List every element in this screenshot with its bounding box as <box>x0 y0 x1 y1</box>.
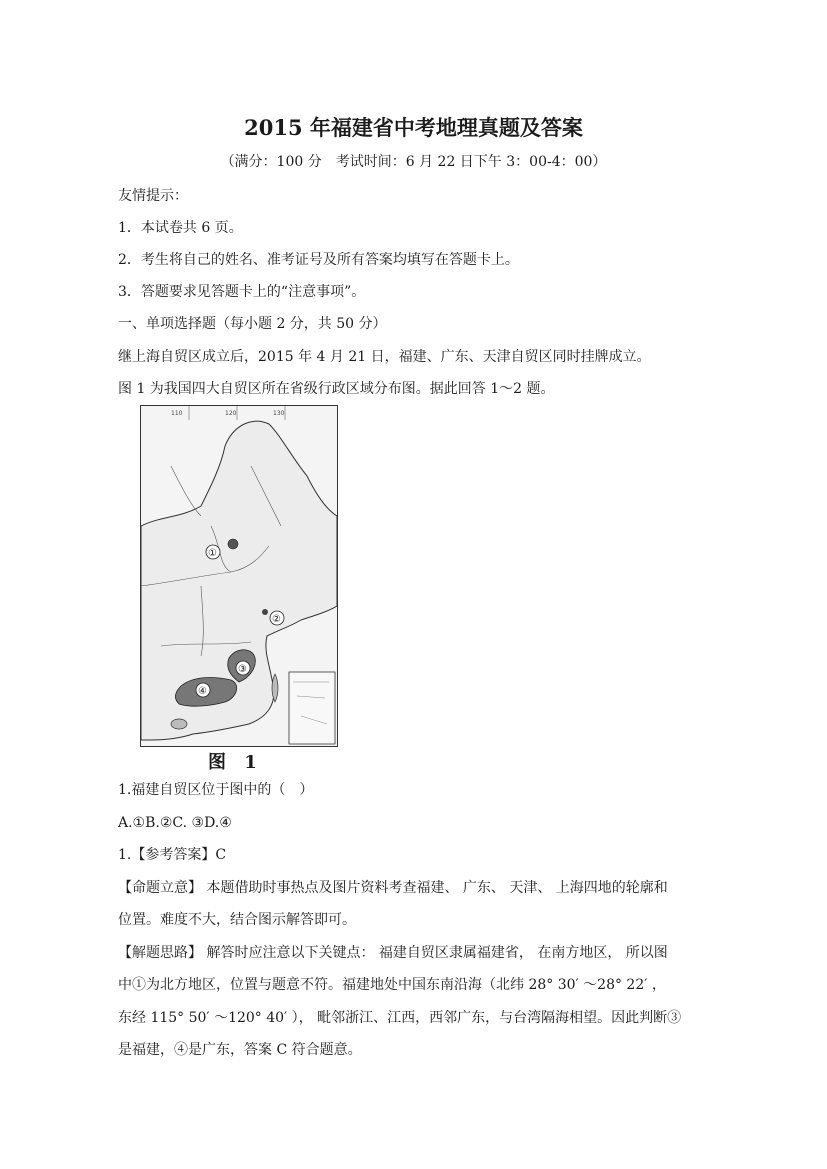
intro-paragraph: 继上海自贸区成立后，2015 年 4 月 21 日，福建、广东、天津自贸区同时挂牌成立。 <box>118 349 651 365</box>
china-map-figure <box>140 405 338 747</box>
reference-answer: 1.【参考答案】C <box>118 847 227 863</box>
analysis-line: 中①为北方地区，位置与题意不符。福建地处中国东南沿海（北纬 28° 30′ ～28° 22′ ， <box>118 977 666 993</box>
tips-heading: 友情提示： <box>118 188 188 204</box>
analysis-line: 是福建，④是广东，答案 C 符合题意。 <box>118 1042 362 1058</box>
document-title: 2015 年福建省中考地理真题及答案 <box>244 115 583 140</box>
map-label-3: ③ <box>238 664 247 675</box>
figure-caption: 图 1 <box>208 752 263 773</box>
question-stem: 1.福建自贸区位于图中的（ ） <box>118 782 314 798</box>
tip-item: 3．答题要求见答题卡上的“注意事项”。 <box>118 284 366 300</box>
intent-line: 位置。难度不大，结合图示解答即可。 <box>118 912 356 928</box>
map-label-4: ④ <box>198 686 207 697</box>
analysis-line: 东经 115° 50′ ～120° 40′ ）， 毗邻浙江、江西，西邻广东，与台湾隔海相望。因此判断③ <box>118 1010 682 1026</box>
longitude-label: 130 <box>273 410 285 417</box>
section-heading: 一、单项选择题（每小题 2 分，共 50 分） <box>118 316 387 332</box>
tip-item: 1．本试卷共 6 页。 <box>118 220 243 236</box>
exam-info: （满分：100 分 考试时间：6 月 22 日下午 3：00-4：00） <box>220 154 607 170</box>
longitude-label: 110 <box>171 410 183 417</box>
longitude-label: 120 <box>225 410 237 417</box>
question-options: A.①B.②C. ③D.④ <box>118 815 232 831</box>
map-label-1: ① <box>208 548 217 559</box>
intro-paragraph: 图 1 为我国四大自贸区所在省级行政区域分布图。据此回答 1～2 题。 <box>118 381 555 397</box>
analysis-line: 【解题思路】 解答时应注意以下关键点： 福建自贸区隶属福建省， 在南方地区， 所以图 <box>118 945 668 961</box>
tip-item: 2．考生将自己的姓名、准考证号及所有答案均填写在答题卡上。 <box>118 252 519 268</box>
intent-line: 【命题立意】 本题借助时事热点及图片资料考查福建、 广东、 天津、 上海四地的轮廓和 <box>118 880 668 896</box>
map-label-2: ② <box>272 614 281 625</box>
